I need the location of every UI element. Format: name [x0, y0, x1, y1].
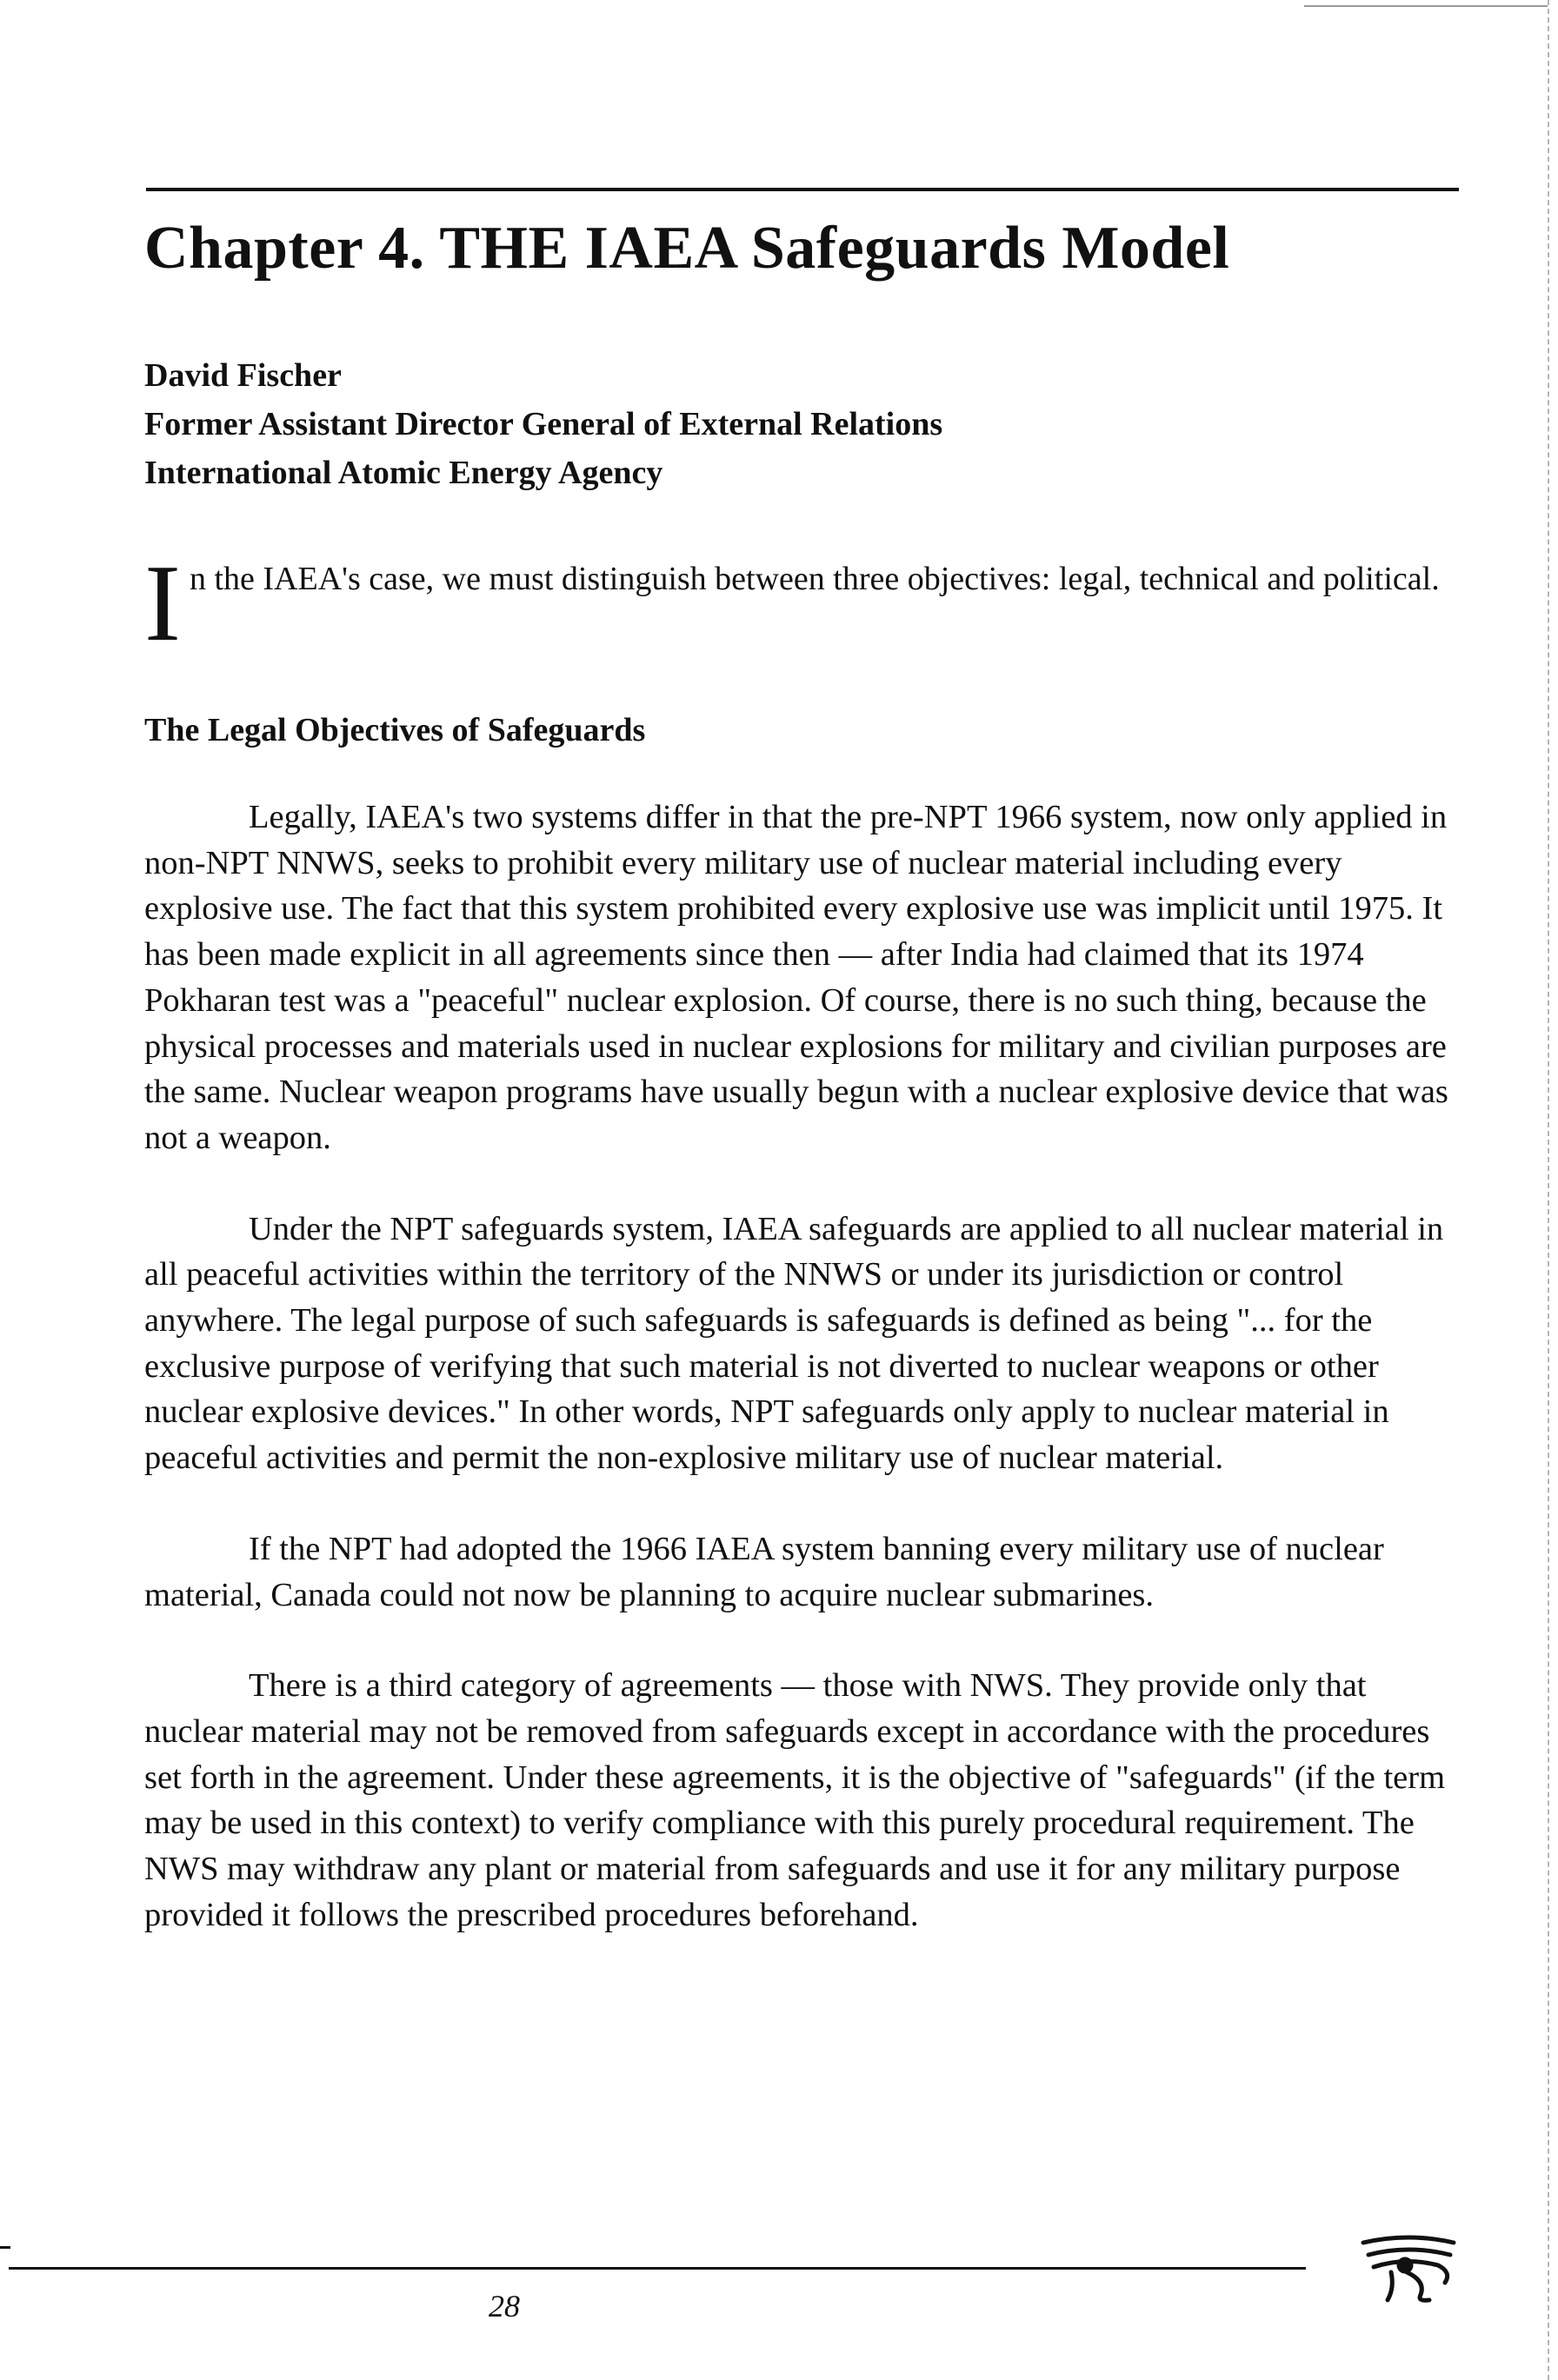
body-paragraph: Legally, IAEA's two systems differ in that the pre-NPT 1966 system, now only applied in non-NPT NNWS, seeks to prohibit every military use of nuclear material including every explosive use. The fact that this system prohibited every explosive use was implicit until 1975. It has been made explicit in all agreements since then — after India had claimed that its 1974 Pokharan test was a "peaceful" nuclear explosion. Of course, there is no such thing, because the physical processes and materials used in nuclear explosions for military and civilian purposes are the same. Nuclear weapon programs have usually begun with a nuclear explosive device that was not a weapon.	[144, 799, 1448, 1156]
body-paragraph: If the NPT had adopted the 1966 IAEA system banning every military use of nuclear material, Canada could not now be planning to acquire nuclear submarines.	[144, 1530, 1384, 1613]
drop-cap: I	[144, 543, 181, 664]
eye-of-horus-logo-icon	[1356, 2230, 1461, 2305]
section-heading: The Legal Objectives of Safeguards	[144, 712, 646, 748]
body-paragraph: Under the NPT safeguards system, IAEA safeguards are applied to all nuclear material in all peaceful activities within the territory of the NNWS or under its jurisdiction or control anywhere. The legal purpose of such safeguards is safeguards is defined as being "... for the exclusive purpose of verifying that such material is not diverted to nuclear weapons or other nuclear explosive devices." In other words, NPT safeguards only apply to nuclear material in peaceful activities and permit the non-explosive military use of nuclear material.	[144, 1210, 1444, 1477]
margin-tick	[0, 2246, 10, 2249]
page-number: 28	[489, 2289, 520, 2323]
scan-edge-top	[1304, 5, 1548, 7]
author-name: David Fischer	[144, 357, 342, 394]
intro-text: n the IAEA's case, we must distinguish between three objectives: legal, technical and political.	[189, 561, 1440, 597]
intro-paragraph	[144, 543, 1448, 664]
author-position: Former Assistant Director General of External Relations	[144, 406, 943, 442]
author-organization: International Atomic Energy Agency	[144, 455, 663, 491]
body-text	[144, 794, 1455, 1983]
author-byline	[144, 351, 942, 497]
chapter-title: Chapter 4. THE IAEA Safeguards Model	[144, 215, 1230, 282]
scan-edge-right	[1548, 0, 1549, 2380]
bottom-rule	[9, 2267, 1306, 2270]
top-rule	[146, 188, 1459, 191]
body-paragraph: There is a third category of agreements — those with NWS. They provide only that nuclear material may not be removed from safeguards except in accordance with the procedures set forth in the agreement. Under these agreements, it is the objective of "safeguards" (if the term may be used in this context) to verify compliance with this purely procedural requirement. The NWS may withdraw any plant or material from safeguards and use it for any military purpose provided it follows the prescribed procedures beforehand.	[144, 1667, 1446, 1933]
